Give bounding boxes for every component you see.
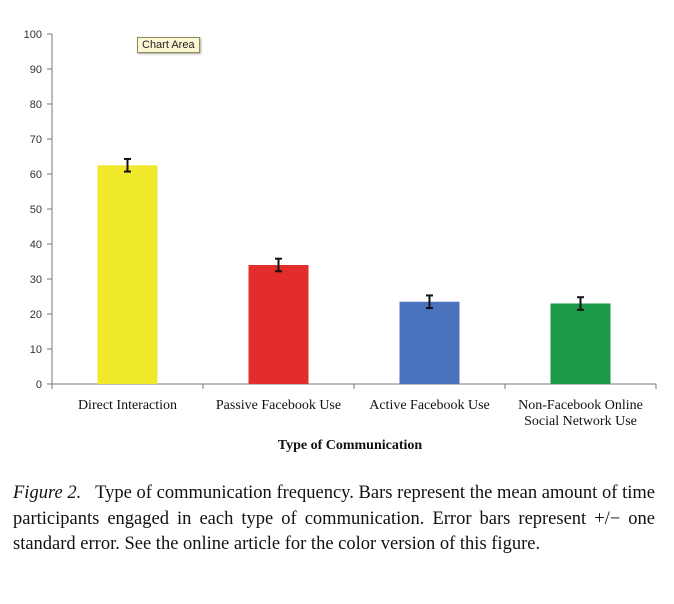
bar [551, 304, 611, 385]
bar [249, 265, 309, 384]
x-category-label: Active Facebook Use [369, 398, 490, 413]
y-tick-label: 90 [29, 64, 42, 76]
x-category-label: Non-Facebook Online [518, 398, 643, 413]
figure-caption [13, 481, 655, 558]
y-tick-label: 0 [35, 379, 42, 391]
y-tick-label: 50 [29, 204, 42, 216]
x-category-label: Direct Interaction [77, 398, 178, 413]
y-tick-label: 80 [29, 99, 42, 111]
y-tick-label: 60 [29, 169, 42, 181]
bar [98, 165, 158, 384]
x-category-label: Social Network Use [524, 414, 637, 429]
y-tick-label: 10 [29, 344, 42, 356]
chart-area-tooltip: Chart Area [137, 37, 200, 53]
x-category-label: Passive Facebook Use [215, 398, 342, 413]
y-tick-label: 30 [29, 274, 42, 286]
y-tick-label: 70 [29, 134, 42, 146]
bar [400, 302, 460, 384]
x-axis-title: Type of Communication [277, 438, 423, 453]
y-tick-label: 40 [29, 239, 42, 251]
y-tick-label: 20 [29, 309, 42, 321]
caption-text: Type of communication frequency. Bars represent the mean amount of time participants engaged in each type of communication. Error bars represent +/− one standard error. See the online article for the color version of this figure. [13, 483, 656, 554]
figure-label: Figure 2. [13, 483, 82, 503]
y-tick-label: 100 [23, 29, 42, 41]
